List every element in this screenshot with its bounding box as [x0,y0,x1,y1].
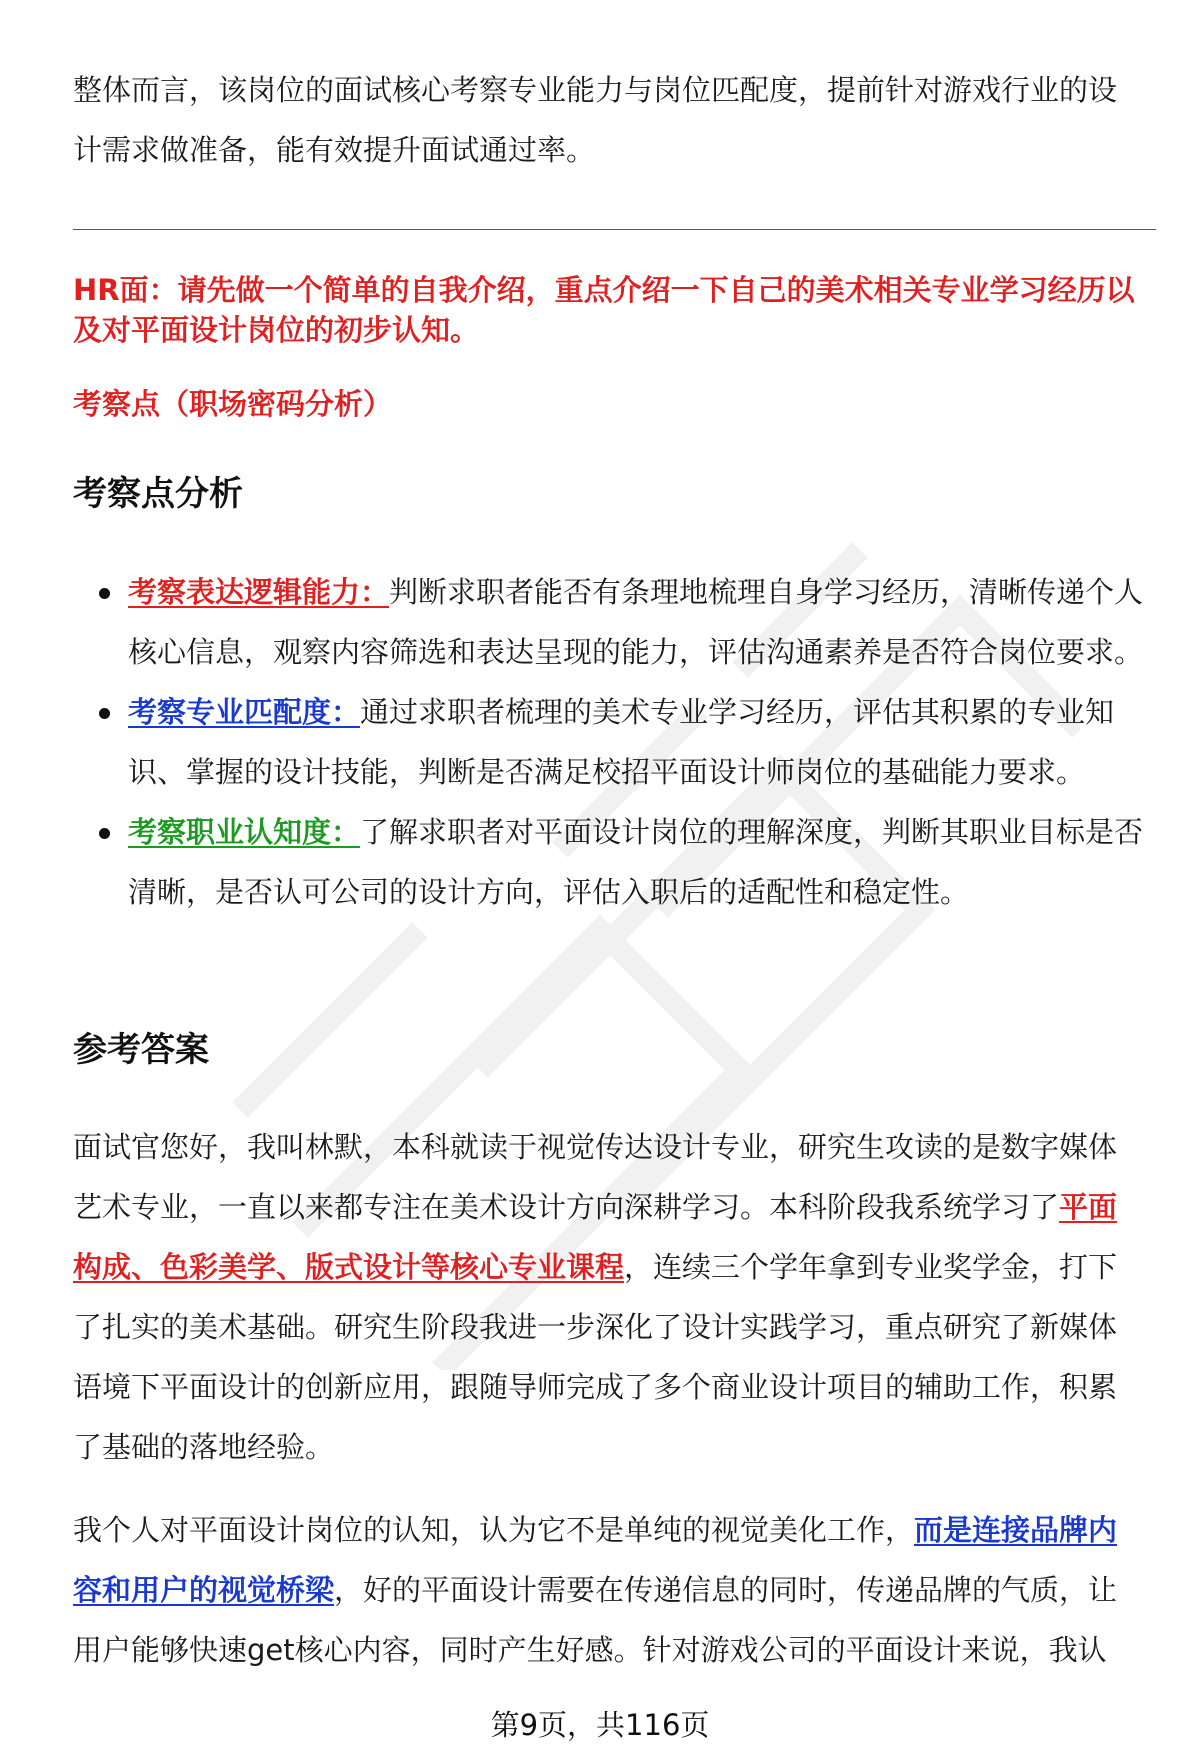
question-subtitle: 考察点（职场密码分析） [73,387,393,421]
answer-paragraph-2 [73,1500,1143,1680]
analysis-item-label: 考察表达逻辑能力： [128,575,390,609]
section-divider [73,229,1156,230]
answer-paragraph-1 [73,1117,1143,1477]
analysis-item-text: 判断求职者能否有条理地梳理自身学习经历，清晰传递个人核心信息，观察内容筛选和表达呈现的能力，评估沟通素养是否符合岗位要求。 [128,575,1144,669]
analysis-item-label: 考察职业认知度： [128,815,361,849]
analysis-list [128,562,1158,922]
analysis-item-label: 考察专业匹配度： [128,695,361,729]
answer-text: ，连续三个学年拿到专业奖学金，打下了扎实的美术基础。研究生阶段我进一步深化了设计实践学习，重点研究了新媒体语境下平面设计的创新应用，跟随导师完成了多个商业设计项目的辅助工作，积累了基础的落地经验。 [73,1250,1118,1464]
answer-text: ，好的平面设计需要在传递信息的同时，传递品牌的气质，让用户能够快速get核心内容，同时产生好感。针对游戏公司的平面设计来说，我认 [73,1573,1118,1667]
answer-highlight: 平面构成、色彩美学、版式设计等核心专业课程 [73,1190,1118,1284]
answer-highlight: 而是连接品牌内容和用户的视觉桥梁 [73,1513,1118,1607]
answer-heading: 参考答案 [73,1030,209,1070]
bullet-dot-icon [99,828,110,839]
intro-paragraph: 整体而言，该岗位的面试核心考察专业能力与岗位匹配度，提前针对游戏行业的设计需求做准备，能有效提升面试通过率。 [73,73,1118,167]
hr-question: HR面：请先做一个简单的自我介绍，重点介绍一下自己的美术相关专业学习经历以及对平面设计岗位的初步认知。 [73,273,1135,347]
bullet-dot-icon [99,588,110,599]
page-number: 第9页，共116页 [490,1708,710,1742]
analysis-item [128,682,1158,802]
answer-text: 面试官您好，我叫林默，本科就读于视觉传达设计专业，研究生攻读的是数字媒体艺术专业，一直以来都专注在美术设计方向深耕学习。本科阶段我系统学习了 [73,1130,1118,1224]
analysis-item-text: 了解求职者对平面设计岗位的理解深度，判断其职业目标是否清晰，是否认可公司的设计方向，评估入职后的适配性和稳定性。 [128,815,1144,909]
analysis-item [128,802,1158,922]
answer-text: 我个人对平面设计岗位的认知，认为它不是单纯的视觉美化工作， [73,1513,915,1547]
analysis-heading: 考察点分析 [73,474,243,514]
analysis-item [128,562,1158,682]
analysis-item-text: 通过求职者梳理的美术专业学习经历，评估其积累的专业知识、掌握的设计技能，判断是否满足校招平面设计师岗位的基础能力要求。 [128,695,1115,789]
bullet-dot-icon [99,708,110,719]
